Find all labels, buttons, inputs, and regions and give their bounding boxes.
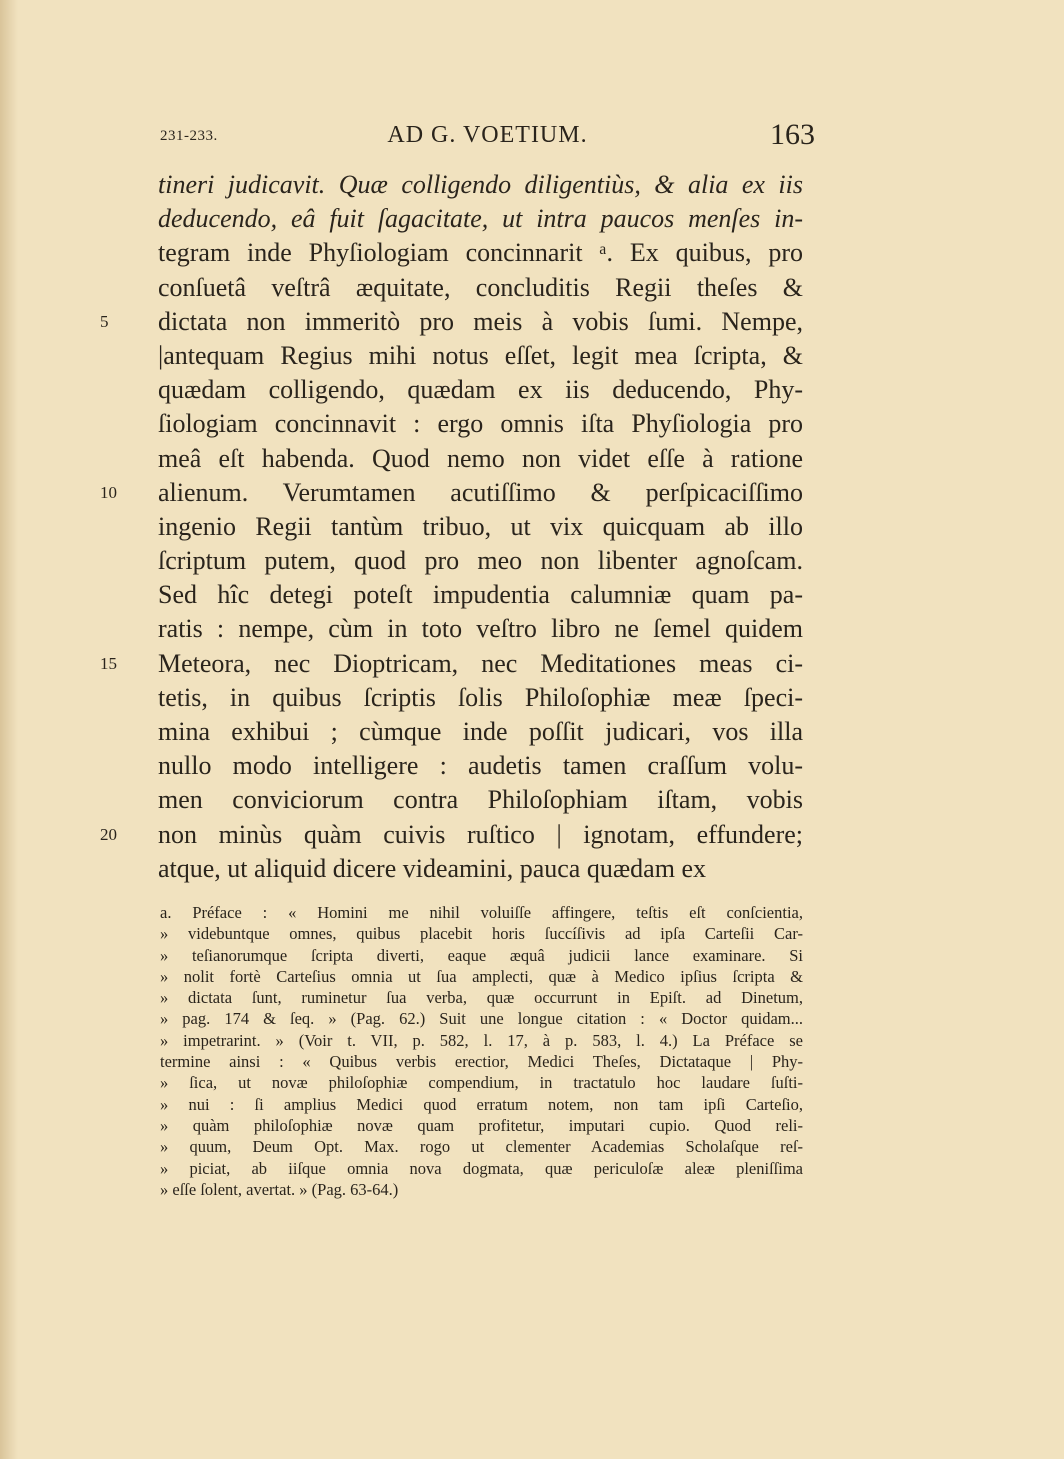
line-text: ſiologiam concinnavit : ergo omnis iſta Phyſiologia pro	[158, 409, 803, 439]
footnote-line: » nolit fortè Carteſius omnia ut ſua amplecti, quæ à Medico ipſius ſcripta &	[160, 966, 803, 986]
footnote-line: » teſianorumque ſcripta diverti, eaque æquâ judicii lance examinare. Si	[160, 945, 803, 965]
text-line	[158, 749, 803, 783]
line-text: meâ eſt habenda. Quod nemo non videt eſſe à ratione	[158, 443, 803, 473]
text-line	[158, 510, 803, 544]
footnote-line: termine ainsi : « Quibus verbis erectior, Medici Theſes, Dictataque | Phy-	[160, 1052, 803, 1072]
line-text: mina exhibui ; cùmque inde poſſit judicari, vos illa	[158, 717, 803, 746]
text-line	[100, 818, 803, 852]
footnote-line: » videbuntque omnes, quibus placebit horis ſuccíſivis ad ipſa Carteſii Car-	[160, 924, 803, 944]
footnote-line: » pag. 174 & ſeq. » (Pag. 62.) Suit une longue citation : « Doctor quidam...	[160, 1009, 803, 1029]
text-line	[158, 271, 803, 305]
text-line	[158, 339, 803, 373]
text-line	[158, 168, 803, 202]
text-line	[158, 544, 803, 578]
line-text: atque, ut aliquid dicere videamini, pauca quædam ex	[158, 853, 706, 883]
text-line	[158, 578, 803, 612]
text-line	[158, 202, 803, 236]
running-header	[160, 118, 815, 158]
footnote-line: » quum, Deum Opt. Max. rogo ut clementer Academias Scholaſque reſ-	[160, 1137, 803, 1157]
line-text: deducendo, eâ fuit ſagacitate, ut intra paucos menſes in-	[158, 204, 803, 234]
line-number: 10	[100, 482, 117, 502]
line-text: alienum. Verumtamen acutiſſimo & perſpicaciſſimo	[158, 477, 803, 507]
footnote-line: a. Préface : « Homini me nihil voluiſſe affingere, teſtis eſt conſcientia,	[160, 903, 803, 922]
line-text: ſcriptum putem, quod pro meo non libenter agnoſcam.	[158, 546, 803, 576]
line-text: tetis, in quibus ſcriptis ſolis Philoſophiæ meæ ſpeci-	[158, 682, 803, 712]
line-text: ratis : nempe, cùm in toto veſtro libro ne ſemel quidem	[158, 614, 803, 644]
running-title: AD G. VOETIUM.	[387, 122, 588, 148]
line-text: Sed hîc detegi poteſt impudentia calumniæ quam pa-	[158, 580, 803, 610]
line-text: men conviciorum contra Philoſophiam iſtam, vobis	[158, 785, 803, 815]
line-text: nullo modo intelligere : audetis tamen craſſum volu-	[158, 751, 803, 781]
text-line	[158, 442, 803, 476]
footnote-line: » impetrarint. » (Voir t. VII, p. 582, l. 17, à p. 583, l. 4.) La Préface se	[160, 1030, 803, 1050]
page-number: 163	[770, 118, 815, 151]
line-number: 20	[100, 824, 117, 844]
line-text: tegram inde Phyſiologiam concinnarit ᵃ. Ex quibus, pro	[158, 238, 803, 268]
line-text: Meteora, nec Dioptricam, nec Meditationes meas ci-	[158, 648, 803, 678]
line-text: conſuetâ veſtrâ æquitate, concluditis Regii theſes &	[158, 272, 803, 302]
line-number: 5	[100, 311, 109, 331]
line-text: non minùs quàm cuivis ruſtico | ignotam, effundere;	[158, 819, 803, 849]
text-line	[100, 305, 803, 339]
main-text	[100, 168, 803, 886]
text-line	[158, 236, 803, 270]
text-line	[158, 373, 803, 407]
page-gutter-shadow	[0, 0, 18, 1459]
text-line	[158, 407, 803, 441]
line-text: quædam colligendo, quædam ex iis deducendo, Phy-	[158, 375, 803, 405]
footnote-line: » dictata ſunt, ruminetur ſua verba, quæ occurrunt in Epiſt. ad Dinetum,	[160, 988, 803, 1008]
line-text: tineri judicavit. Quæ colligendo diligentiùs, & alia ex iis	[158, 170, 803, 199]
footnote-line: » piciat, ab iiſque omnia nova dogmata, quæ periculoſæ aleæ pleniſſima	[160, 1158, 803, 1178]
footnote-line: » ſica, ut novæ philoſophiæ compendium, in tractatulo hoc laudare ſuſti-	[160, 1073, 803, 1093]
line-text: ingenio Regii tantùm tribuo, ut vix quicquam ab illo	[158, 511, 803, 541]
footnote-line: » nui : ſi amplius Medici quod erratum notem, non tam ipſi Carteſio,	[160, 1094, 803, 1114]
page-range: 231-233.	[160, 128, 218, 144]
text-line	[100, 647, 803, 681]
footnote-line: » quàm philoſophiæ novæ quam profitetur, imputari cupio. Quod reli-	[160, 1115, 803, 1135]
text-line	[158, 852, 803, 886]
text-line	[158, 612, 803, 646]
line-text: |antequam Regius mihi notus eſſet, legit mea ſcripta, &	[158, 340, 803, 370]
line-number: 15	[100, 653, 117, 673]
line-text: dictata non immeritò pro meis à vobis ſumi. Nempe,	[158, 306, 803, 336]
text-line	[158, 783, 803, 817]
text-line	[100, 476, 803, 510]
footnote-line: » eſſe ſolent, avertat. » (Pag. 63-64.)	[160, 1179, 399, 1199]
text-line	[158, 681, 803, 715]
text-line	[158, 715, 803, 749]
footnotes	[160, 902, 803, 1200]
